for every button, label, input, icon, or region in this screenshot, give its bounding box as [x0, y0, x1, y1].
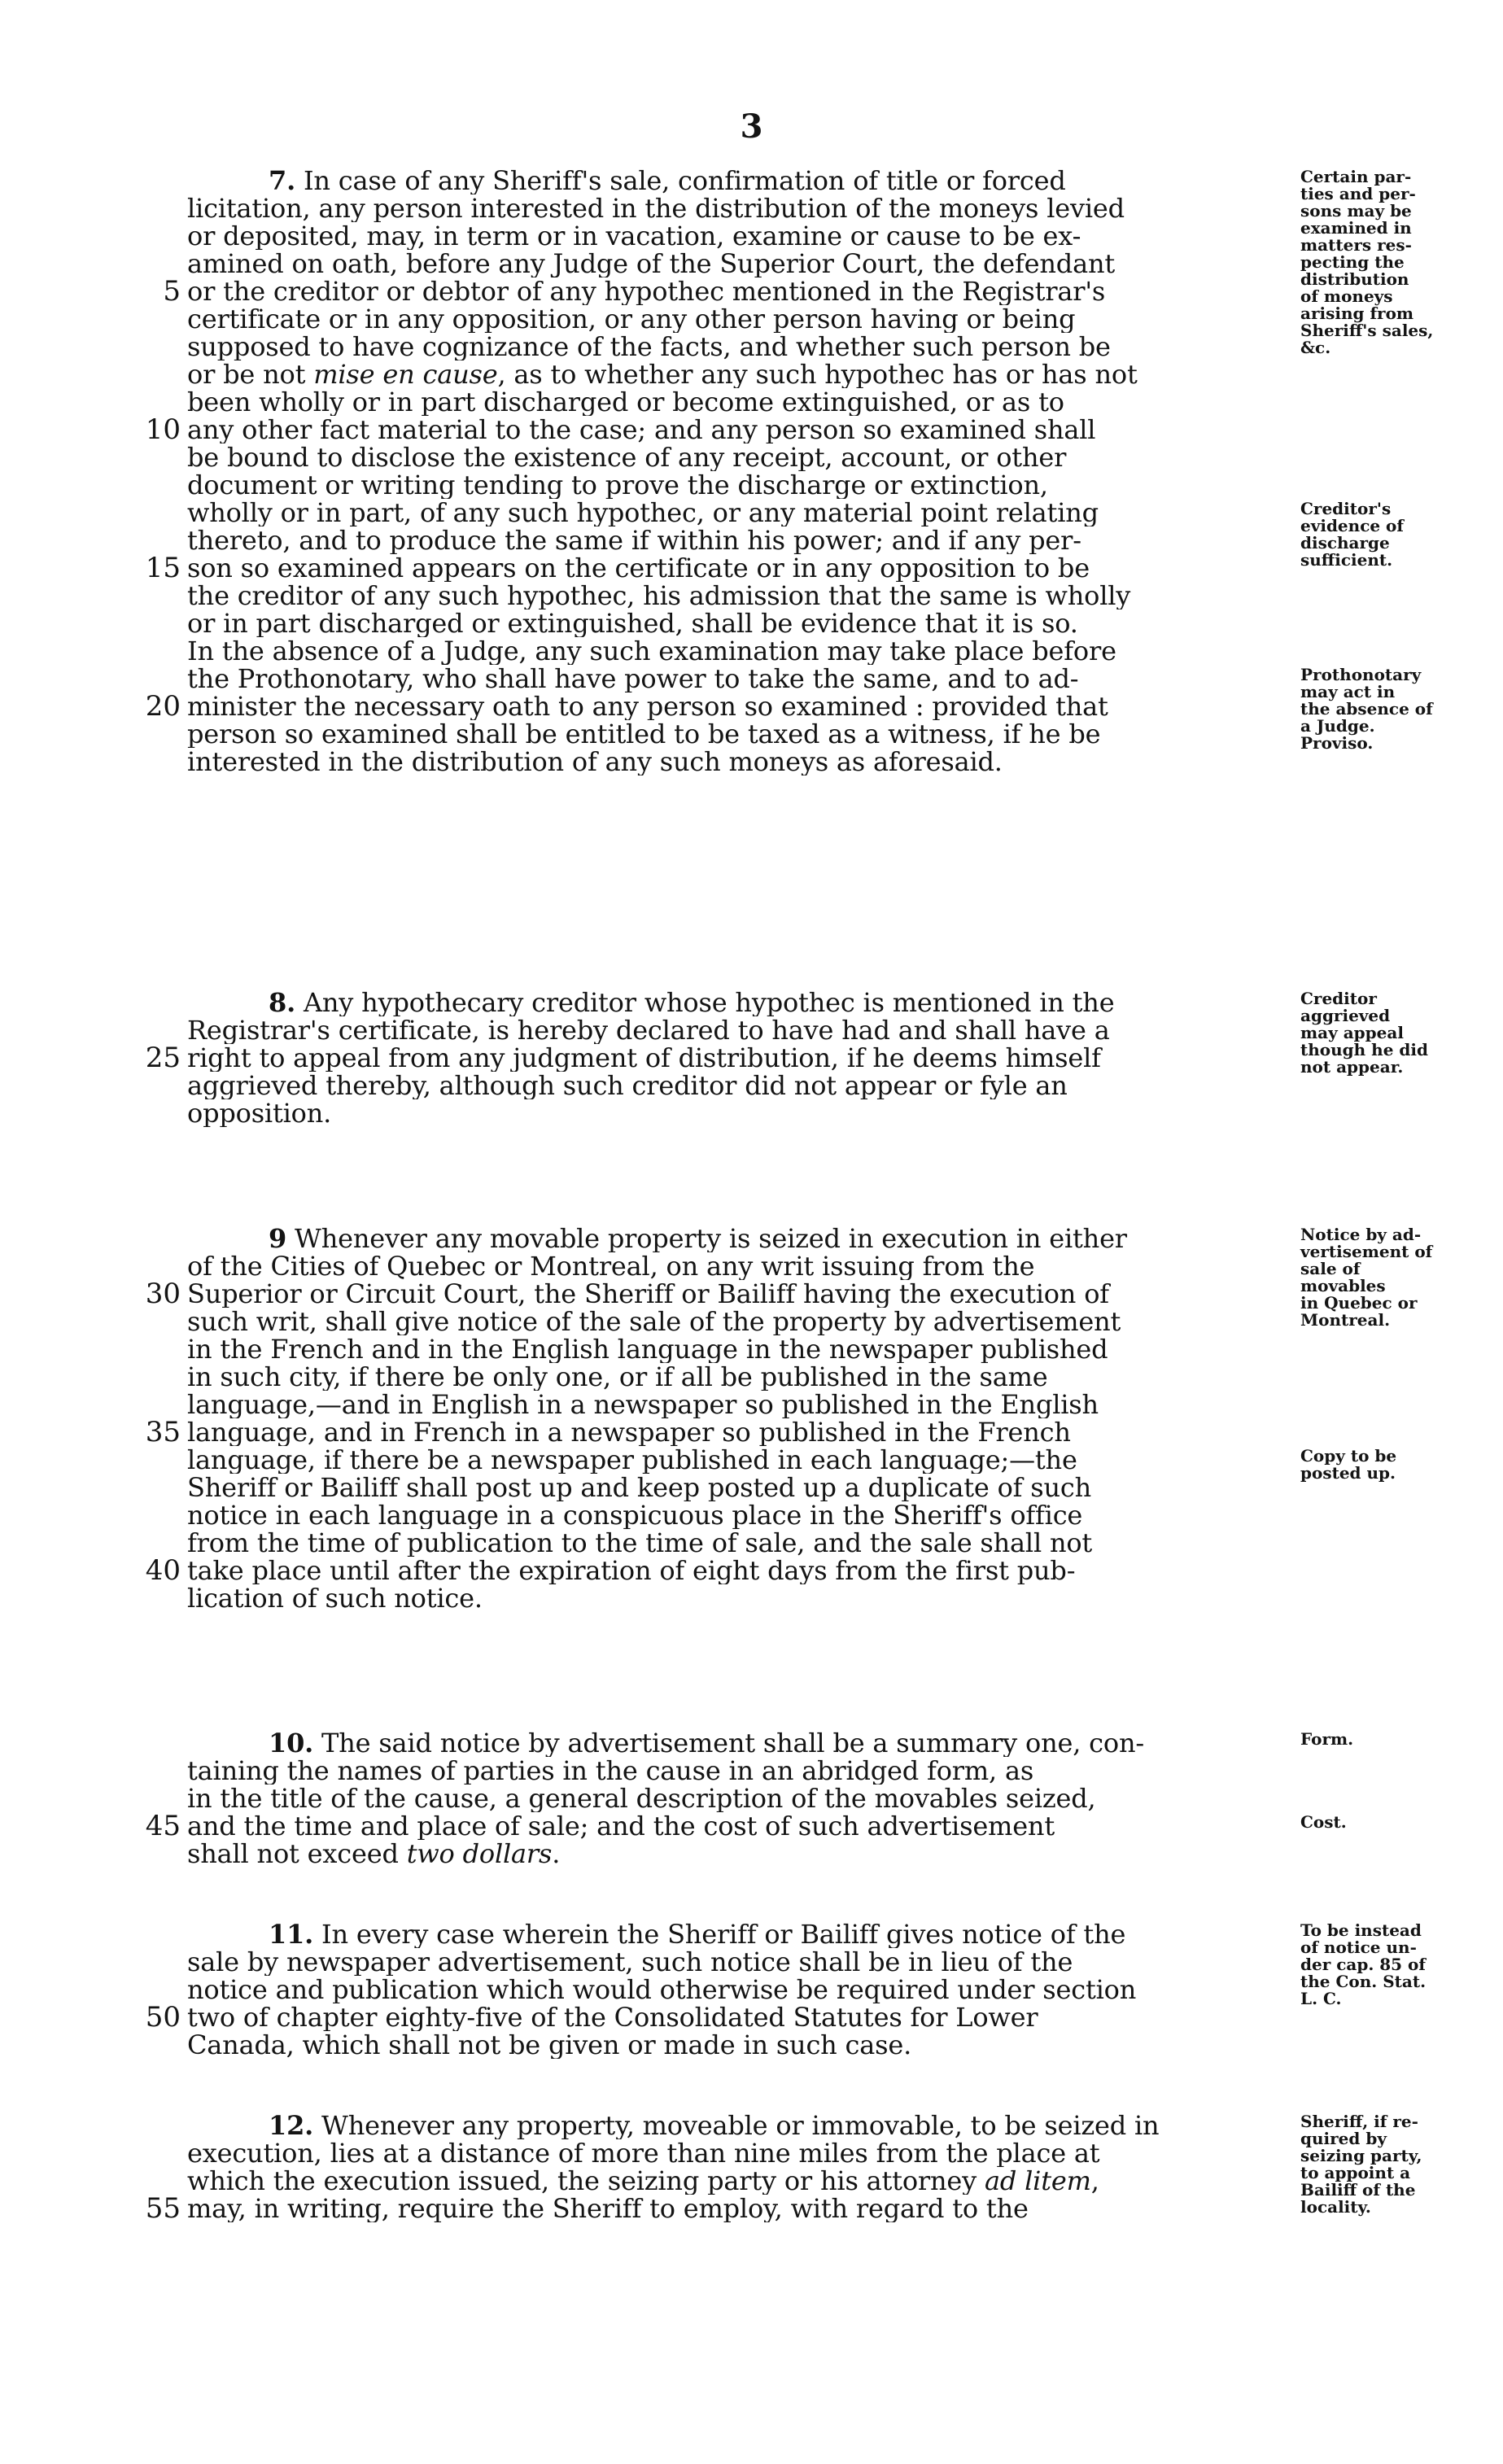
margin-note: [1300, 1226, 1503, 1329]
margin-note-line: arising from: [1300, 304, 1414, 323]
text-line: [122, 1812, 1503, 1840]
margin-note-line: the absence of: [1300, 699, 1433, 719]
line-text: shall not exceed two dollars.: [187, 1840, 561, 1868]
text-line: [122, 1225, 1503, 1252]
margin-note-line: L. C.: [1300, 1989, 1342, 2008]
line-text: which the execution issued, the seizing party or his attorney ad litem,: [187, 2167, 1099, 2195]
line-text: aggrieved thereby, although such creditor did not appear or fyle an: [187, 1072, 1068, 1099]
margin-note-line: posted up.: [1300, 1463, 1396, 1483]
margin-note-line: locality.: [1300, 2197, 1371, 2217]
line-text: language,—and in English in a newspaper so published in the English: [187, 1391, 1099, 1418]
line-text: or deposited, may, in term or in vacation, examine or cause to be ex-: [187, 222, 1081, 250]
line-text: of the Cities of Quebec or Montreal, on any writ issuing from the: [187, 1252, 1035, 1280]
text-line: [122, 582, 1503, 609]
text-line: [122, 1501, 1503, 1529]
line-number: 25: [145, 1042, 181, 1074]
margin-note: [1300, 1814, 1503, 1831]
line-text: or be not mise en cause, as to whether any such hypothec has or has not: [187, 360, 1138, 388]
line-text: or the creditor or debtor of any hypothec mentioned in the Registrar's: [187, 277, 1106, 305]
margin-note-line: aggrieved: [1300, 1006, 1391, 1025]
line-number: 50: [145, 2001, 181, 2034]
line-text: language, if there be a newspaper published in each language;—the: [187, 1446, 1077, 1474]
margin-note-line: of moneys: [1300, 286, 1393, 306]
margin-note-line: evidence of: [1300, 516, 1405, 535]
margin-note-line: in Quebec or: [1300, 1293, 1418, 1313]
margin-note-line: seizing party,: [1300, 2146, 1422, 2165]
line-text: in the title of the cause, a general description of the movables seized,: [187, 1785, 1096, 1812]
margin-note-line: Montreal.: [1300, 1310, 1391, 1330]
text-line: [122, 1584, 1503, 1612]
margin-note-line: Copy to be: [1300, 1446, 1397, 1466]
text-line: [122, 550, 1503, 584]
line-text: Registrar's certificate, is hereby declared to have had and shall have a: [187, 1016, 1110, 1044]
line-text: in such city, if there be only one, or if all be published in the same: [187, 1363, 1048, 1391]
text-line: [122, 989, 1503, 1016]
text-line: [122, 1335, 1503, 1363]
line-text: Sheriff or Bailiff shall post up and keep posted up a duplicate of such: [187, 1474, 1092, 1501]
margin-note-line: discharge: [1300, 533, 1390, 553]
line-number: 55: [145, 2192, 181, 2225]
line-text: lication of such notice.: [187, 1584, 483, 1612]
margin-note-line: the Con. Stat.: [1300, 1972, 1427, 1991]
margin-note-line: vertisement of: [1300, 1242, 1433, 1261]
line-text: amined on oath, before any Judge of the Superior Court, the defendant: [187, 250, 1116, 277]
text-line: [122, 1276, 1503, 1310]
text-line: [122, 1757, 1503, 1785]
margin-note-line: Proviso.: [1300, 733, 1374, 753]
section-number: 7.: [269, 167, 296, 194]
line-text: or in part discharged or extinguished, shall be evidence that it is so.: [187, 609, 1078, 637]
line-text: the Prothonotary, who shall have power to take the same, and to ad-: [187, 665, 1079, 692]
line-text: opposition.: [187, 1099, 332, 1127]
margin-note-line: distribution: [1300, 269, 1409, 289]
line-text: in the French and in the English language in the newspaper published: [187, 1335, 1108, 1363]
line-text: two of chapter eighty-five of the Consolidated Statutes for Lower: [187, 2003, 1038, 2031]
line-text: the creditor of any such hypothec, his admission that the same is wholly: [187, 582, 1131, 609]
section-7: [122, 167, 1503, 775]
text-line: [122, 1948, 1503, 1976]
margin-note-line: der cap. 85 of: [1300, 1955, 1426, 1974]
text-line: [122, 1729, 1503, 1757]
margin-note: [1300, 2113, 1503, 2216]
line-text: minister the necessary oath to any person so examined : provided that: [187, 692, 1108, 720]
section-12: [122, 2112, 1503, 2225]
line-number: 15: [145, 552, 181, 584]
line-text: Superior or Circuit Court, the Sheriff or Bailiff having the execution of: [187, 1280, 1109, 1308]
line-text: 11. In every case wherein the Sheriff or Bailiff gives notice of the: [269, 1920, 1126, 1948]
margin-note-line: Creditor's: [1300, 499, 1392, 518]
margin-note-line: quired by: [1300, 2129, 1387, 2148]
text-line: [122, 1474, 1503, 1501]
line-text: wholly or in part, of any such hypothec, or any material point relating: [187, 499, 1099, 526]
margin-note-line: Certain par-: [1300, 167, 1412, 186]
line-text: supposed to have cognizance of the facts, and whether such person be: [187, 333, 1111, 360]
line-text: execution, lies at a distance of more than nine miles from the place at: [187, 2139, 1100, 2167]
italic-term: two dollars: [406, 1840, 553, 1868]
line-text: In the absence of a Judge, any such examination may take place before: [187, 637, 1116, 665]
margin-note-line: may appeal: [1300, 1023, 1404, 1042]
line-text: son so examined appears on the certificate or in any opposition to be: [187, 554, 1090, 582]
text-line: [122, 1446, 1503, 1474]
text-line: [122, 716, 1503, 748]
text-line: [122, 333, 1503, 360]
text-line: [122, 305, 1503, 333]
line-text: thereto, and to produce the same if within his power; and if any per-: [187, 526, 1081, 554]
section-9: [122, 1225, 1503, 1612]
text-line: [122, 1920, 1503, 1948]
line-text: language, and in French in a newspaper so published in the French: [187, 1418, 1071, 1446]
text-line: [122, 2139, 1503, 2167]
text-line: [122, 2031, 1503, 2059]
section-10: [122, 1729, 1503, 1868]
text-line: [122, 388, 1503, 416]
line-text: notice and publication which would otherwise be required under section: [187, 1976, 1137, 2003]
text-line: [122, 1976, 1503, 2003]
margin-note-line: to appoint a: [1300, 2163, 1411, 2182]
text-line: [122, 194, 1503, 222]
text-line: [122, 1529, 1503, 1557]
margin-note-line: Prothonotary: [1300, 665, 1422, 684]
margin-note-line: sale of: [1300, 1259, 1361, 1278]
margin-note: [1300, 666, 1503, 752]
line-text: from the time of publication to the time of sale, and the sale shall not: [187, 1529, 1093, 1557]
margin-note-line: sons may be: [1300, 201, 1412, 221]
section-number: 9: [269, 1225, 287, 1252]
line-text: may, in writing, require the Sheriff to employ, with regard to the: [187, 2195, 1029, 2222]
text-line: [122, 1363, 1503, 1391]
section-number: 8.: [269, 989, 296, 1016]
text-line: [122, 1016, 1503, 1044]
margin-note-line: not appear.: [1300, 1057, 1404, 1077]
margin-note: [1300, 500, 1503, 569]
line-number: 45: [145, 1810, 181, 1842]
line-text: 10. The said notice by advertisement shall be a summary one, con-: [269, 1729, 1144, 1757]
text-line: [122, 2192, 1503, 2225]
text-line: [122, 1308, 1503, 1335]
margin-note-line: may act in: [1300, 682, 1396, 701]
text-line: [122, 360, 1503, 388]
line-number: 10: [145, 413, 181, 446]
line-text: been wholly or in part discharged or become extinguished, or as to: [187, 388, 1064, 416]
line-text: and the time and place of sale; and the cost of such advertisement: [187, 1812, 1055, 1840]
line-number: 35: [145, 1416, 181, 1448]
line-text: 8. Any hypothecary creditor whose hypothec is mentioned in the: [269, 989, 1115, 1016]
text-line: [122, 2163, 1503, 2195]
text-line: [122, 665, 1503, 692]
text-line: [122, 413, 1503, 446]
margin-note-line: Form.: [1300, 1729, 1354, 1749]
text-line: [122, 275, 1503, 308]
line-text: right to appeal from any judgment of distribution, if he deems himself: [187, 1044, 1101, 1072]
margin-note-line: sufficient.: [1300, 550, 1393, 570]
text-line: [122, 1099, 1503, 1127]
line-text: interested in the distribution of any such moneys as aforesaid.: [187, 748, 1003, 775]
line-text: take place until after the expiration of eight days from the first pub-: [187, 1557, 1076, 1584]
margin-note-line: Creditor: [1300, 989, 1377, 1008]
margin-note: [1300, 990, 1503, 1076]
line-number: 20: [145, 690, 181, 723]
line-text: 7. In case of any Sheriff's sale, confirmation of title or forced: [269, 167, 1066, 194]
section-number: 11.: [269, 1920, 314, 1948]
text-line: [122, 471, 1503, 499]
line-number: 40: [145, 1554, 181, 1587]
text-line: [122, 1418, 1503, 1446]
line-number: 30: [145, 1278, 181, 1310]
line-text: such writ, shall give notice of the sale of the property by advertisement: [187, 1308, 1121, 1335]
text-line: [122, 250, 1503, 277]
italic-term: mise en cause: [313, 360, 498, 388]
margin-note-line: Sheriff, if re-: [1300, 2112, 1418, 2131]
section-8: [122, 989, 1503, 1127]
text-line: [122, 167, 1503, 194]
margin-note-line: ties and per-: [1300, 184, 1416, 203]
text-line: [122, 1840, 1503, 1868]
margin-note-line: pecting the: [1300, 252, 1405, 272]
margin-note-line: matters res-: [1300, 235, 1412, 255]
text-line: [122, 2001, 1503, 2034]
line-number: 5: [163, 275, 181, 308]
line-text: sale by newspaper advertisement, such notice shall be in lieu of the: [187, 1948, 1073, 1976]
text-line: [122, 443, 1503, 471]
text-line: [122, 499, 1503, 526]
margin-note-line: &c.: [1300, 338, 1331, 357]
line-text: document or writing tending to prove the discharge or extinction,: [187, 471, 1048, 499]
margin-note: [1300, 168, 1503, 356]
section-number: 12.: [269, 2112, 314, 2139]
line-text: Canada, which shall not be given or made in such case.: [187, 2031, 912, 2059]
line-text: 9 Whenever any movable property is seized in execution in either: [269, 1225, 1127, 1252]
line-text: certificate or in any opposition, or any other person having or being: [187, 305, 1076, 333]
margin-note: [1300, 1922, 1503, 2007]
margin-note-line: though he did: [1300, 1040, 1428, 1059]
italic-term: ad litem: [985, 2167, 1091, 2195]
section-11: [122, 1920, 1503, 2059]
margin-note-line: Notice by ad-: [1300, 1225, 1422, 1244]
section-number: 10.: [269, 1729, 314, 1757]
margin-note-line: Cost.: [1300, 1812, 1347, 1832]
line-text: licitation, any person interested in the distribution of the moneys levied: [187, 194, 1125, 222]
margin-note-line: of notice un-: [1300, 1938, 1417, 1957]
margin-note-line: movables: [1300, 1276, 1386, 1295]
text-line: [122, 609, 1503, 637]
page-number: 3: [740, 107, 763, 146]
text-line: [122, 526, 1503, 554]
text-line: [122, 637, 1503, 665]
text-line: [122, 1040, 1503, 1074]
line-text: any other fact material to the case; and any person so examined shall: [187, 416, 1096, 443]
text-line: [122, 1252, 1503, 1280]
text-line: [122, 748, 1503, 775]
text-line: [122, 1391, 1503, 1418]
line-text: notice in each language in a conspicuous place in the Sheriff's office: [187, 1501, 1083, 1529]
margin-note: [1300, 1448, 1503, 1482]
margin-note-line: examined in: [1300, 218, 1412, 238]
line-text: taining the names of parties in the cause in an abridged form, as: [187, 1757, 1034, 1785]
margin-note-line: Sheriff's sales,: [1300, 321, 1434, 340]
text-line: [122, 218, 1503, 250]
margin-note-line: Bailiff of the: [1300, 2180, 1416, 2200]
text-line: [122, 1785, 1503, 1812]
line-text: person so examined shall be entitled to be taxed as a witness, if he be: [187, 720, 1101, 748]
line-text: 12. Whenever any property, moveable or immovable, to be seized in: [269, 2112, 1160, 2139]
margin-note-line: a Judge.: [1300, 716, 1375, 736]
margin-note: [1300, 1731, 1503, 1748]
margin-note-line: To be instead: [1300, 1920, 1422, 1940]
text-line: [122, 2112, 1503, 2139]
text-line: [122, 1072, 1503, 1099]
line-text: be bound to disclose the existence of any receipt, account, or other: [187, 443, 1067, 471]
text-line: [122, 1554, 1503, 1587]
